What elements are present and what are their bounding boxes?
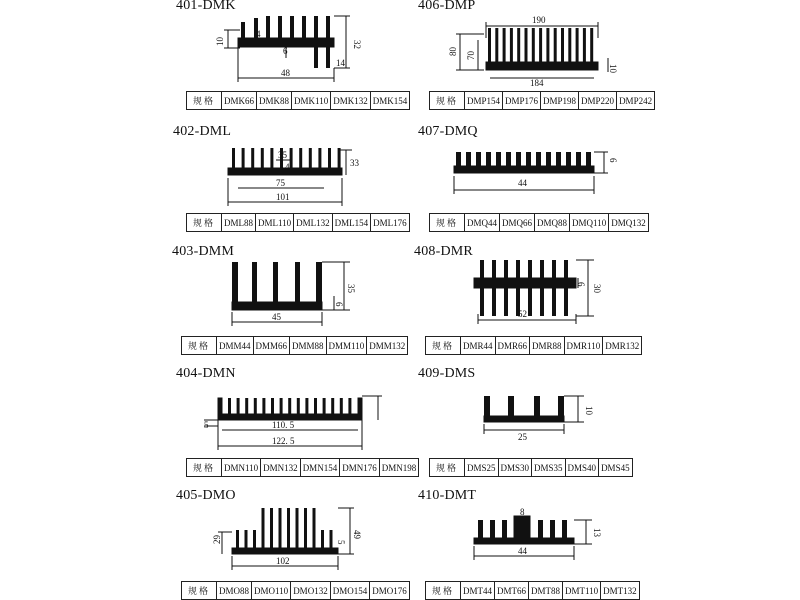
fin bbox=[554, 28, 557, 62]
dimension-label: 48 bbox=[281, 68, 290, 78]
dimension-label: 35 bbox=[346, 284, 356, 293]
model-cell: DMO154 bbox=[330, 582, 370, 600]
profile-title: 408-DMR bbox=[414, 244, 473, 259]
model-cell: DMK88 bbox=[257, 92, 292, 110]
profile-title: 401-DMK bbox=[176, 0, 236, 13]
fin bbox=[576, 152, 581, 166]
model-cell: DMT88 bbox=[529, 582, 563, 600]
fin bbox=[271, 398, 274, 414]
spec-header: 规格 bbox=[430, 459, 465, 477]
model-cell: DMP154 bbox=[465, 92, 503, 110]
fin bbox=[304, 508, 307, 548]
spec-table bbox=[429, 91, 655, 110]
dimension-label: 10 bbox=[584, 406, 594, 415]
dimension-label: 5 bbox=[204, 420, 209, 430]
fin bbox=[228, 398, 231, 414]
fin bbox=[466, 152, 471, 166]
fin bbox=[261, 148, 264, 168]
spec-header: 规格 bbox=[426, 337, 461, 355]
model-cell: DMO110 bbox=[252, 582, 291, 600]
model-cell: DMS40 bbox=[565, 459, 599, 477]
fin bbox=[270, 148, 273, 168]
spec-table bbox=[186, 213, 410, 232]
spec-table bbox=[181, 336, 408, 355]
dimension-label: 80 bbox=[448, 47, 458, 56]
model-cell: DMR88 bbox=[530, 337, 565, 355]
dimension-label: 6 bbox=[334, 302, 344, 307]
fin bbox=[480, 260, 484, 316]
dimension-label: 52 bbox=[518, 309, 527, 319]
model-cell: DMN176 bbox=[340, 459, 380, 477]
model-cell: DML154 bbox=[332, 214, 371, 232]
dimension-label: 101 bbox=[276, 192, 290, 202]
fin bbox=[328, 148, 331, 168]
fin bbox=[525, 28, 528, 62]
profile-title: 403-DMM bbox=[172, 244, 235, 259]
model-cell: DMR132 bbox=[603, 337, 642, 355]
model-cell: DML88 bbox=[222, 214, 256, 232]
spec-header: 规格 bbox=[187, 214, 222, 232]
fin bbox=[338, 148, 341, 168]
model-cell: DMT132 bbox=[601, 582, 640, 600]
spec-header: 规格 bbox=[182, 337, 217, 355]
profile-title: 409-DMS bbox=[418, 366, 476, 381]
dimension-label: 6 bbox=[283, 46, 288, 56]
fin bbox=[476, 152, 481, 166]
fin bbox=[590, 28, 593, 62]
dimension-label: 45 bbox=[272, 312, 281, 322]
model-cell: DMM44 bbox=[217, 337, 254, 355]
spec-header: 规格 bbox=[187, 92, 222, 110]
dimension-label: 6 bbox=[576, 282, 586, 287]
fin bbox=[526, 152, 531, 166]
fin bbox=[305, 398, 308, 414]
fin bbox=[236, 530, 239, 548]
dimension-label: 10 bbox=[608, 64, 618, 73]
model-cell: DMK154 bbox=[370, 92, 410, 110]
fin bbox=[495, 28, 498, 62]
profile-title: 407-DMQ bbox=[418, 124, 478, 139]
fin bbox=[546, 152, 551, 166]
model-cell: DMP176 bbox=[503, 92, 541, 110]
spec-table bbox=[425, 581, 640, 600]
dimension-label: 4 bbox=[285, 162, 290, 172]
profile-title: 405-DMO bbox=[176, 488, 236, 503]
model-cell: DMM66 bbox=[253, 337, 290, 355]
profile-title: 404-DMN bbox=[176, 366, 236, 381]
fin bbox=[309, 148, 312, 168]
fin bbox=[503, 28, 506, 62]
fin bbox=[242, 148, 245, 168]
model-cell: DMK110 bbox=[292, 92, 331, 110]
model-cell: DMP198 bbox=[541, 92, 579, 110]
spec-table bbox=[425, 336, 642, 355]
model-cell: DMQ110 bbox=[570, 214, 609, 232]
fin bbox=[232, 148, 235, 168]
spec-table bbox=[429, 458, 633, 477]
fin bbox=[254, 398, 257, 414]
dimension-label: 29 bbox=[212, 535, 222, 544]
fin bbox=[504, 260, 508, 316]
model-cell: DMM88 bbox=[290, 337, 327, 355]
fin bbox=[539, 28, 542, 62]
fin bbox=[566, 152, 571, 166]
model-cell: DMQ44 bbox=[465, 214, 500, 232]
fin bbox=[245, 530, 248, 548]
model-cell: DMO88 bbox=[217, 582, 252, 600]
fin bbox=[318, 148, 321, 168]
model-cell: DMT44 bbox=[461, 582, 495, 600]
spec-header: 规格 bbox=[430, 214, 465, 232]
model-cell: DMP220 bbox=[579, 92, 617, 110]
spec-table bbox=[429, 213, 649, 232]
fin bbox=[296, 508, 299, 548]
dimension-label: 30 bbox=[592, 284, 602, 293]
fin bbox=[516, 260, 520, 316]
fin bbox=[510, 28, 513, 62]
heatsink-profile-dms bbox=[484, 396, 584, 434]
fin bbox=[237, 398, 240, 414]
model-cell: DMS45 bbox=[599, 459, 633, 477]
model-cell: DMN110 bbox=[222, 459, 261, 477]
fin bbox=[586, 152, 591, 166]
heatsink-profile-dmt bbox=[474, 516, 592, 560]
model-cell: DMQ88 bbox=[535, 214, 570, 232]
model-cell: DMO176 bbox=[370, 582, 410, 600]
fin bbox=[297, 398, 300, 414]
dimension-label: 14 bbox=[336, 58, 345, 68]
fin bbox=[456, 152, 461, 166]
heatsink-profile-dmp bbox=[456, 22, 608, 78]
dimension-label: 70 bbox=[466, 51, 476, 60]
fin bbox=[540, 260, 544, 316]
fin bbox=[488, 28, 491, 62]
dimension-label: 102 bbox=[276, 556, 290, 566]
profile-title: 410-DMT bbox=[418, 488, 477, 503]
fin bbox=[564, 260, 568, 316]
dimension-label: 75 bbox=[276, 178, 285, 188]
fin bbox=[568, 28, 571, 62]
model-cell: DMR66 bbox=[495, 337, 530, 355]
model-cell: DMS25 bbox=[465, 459, 499, 477]
dimension-label: 25 bbox=[518, 432, 527, 442]
fin bbox=[287, 508, 290, 548]
dimension-label: 32 bbox=[352, 40, 362, 49]
spec-table bbox=[186, 91, 410, 110]
spec-table bbox=[181, 581, 410, 600]
profile-title: 406-DMP bbox=[418, 0, 476, 13]
fin bbox=[299, 148, 302, 168]
fin bbox=[262, 508, 265, 548]
fin bbox=[330, 530, 333, 548]
dimension-label: 49 bbox=[352, 530, 362, 539]
dimension-label: 33 bbox=[350, 158, 359, 168]
fin bbox=[245, 398, 248, 414]
fin bbox=[331, 398, 334, 414]
heatsink-profile-dmm bbox=[232, 262, 350, 326]
dimension-label: 8 bbox=[520, 507, 525, 517]
model-cell: DMQ132 bbox=[609, 214, 649, 232]
fin bbox=[486, 152, 491, 166]
model-cell: DMR110 bbox=[564, 337, 603, 355]
fin bbox=[517, 28, 520, 62]
model-cell: DML176 bbox=[371, 214, 410, 232]
dimension-label: 184 bbox=[530, 78, 544, 88]
dimension-label: 44 bbox=[518, 178, 527, 188]
model-cell: DMS30 bbox=[498, 459, 532, 477]
dimension-label: 5 bbox=[336, 540, 346, 545]
model-cell: DML132 bbox=[294, 214, 333, 232]
fin bbox=[546, 28, 549, 62]
fin bbox=[561, 28, 564, 62]
model-cell: DMP242 bbox=[617, 92, 655, 110]
dimension-label: 44 bbox=[518, 546, 527, 556]
model-cell: DMS35 bbox=[532, 459, 566, 477]
dimension-label: 13 bbox=[592, 528, 602, 537]
fin bbox=[552, 260, 556, 316]
fin bbox=[321, 530, 324, 548]
model-cell: DMK132 bbox=[331, 92, 371, 110]
dimension-label: 4 bbox=[256, 29, 261, 39]
model-cell: DMN132 bbox=[261, 459, 301, 477]
dimension-label: 110. 5 bbox=[272, 420, 295, 430]
fin bbox=[556, 152, 561, 166]
dimension-label: 35 bbox=[278, 150, 287, 160]
spec-header: 规格 bbox=[182, 582, 217, 600]
dimension-label: 10 bbox=[215, 37, 225, 46]
spec-header: 规格 bbox=[426, 582, 461, 600]
fin bbox=[516, 152, 521, 166]
model-cell: DMN154 bbox=[300, 459, 340, 477]
fin bbox=[496, 152, 501, 166]
spec-table bbox=[186, 458, 419, 477]
model-cell: DMT66 bbox=[495, 582, 529, 600]
fin bbox=[536, 152, 541, 166]
fin bbox=[506, 152, 511, 166]
model-cell: DML110 bbox=[256, 214, 294, 232]
dimension-label: 6 bbox=[608, 158, 618, 163]
model-cell: DMN198 bbox=[379, 459, 419, 477]
heatsink-profile-dmq bbox=[454, 152, 608, 194]
fin bbox=[532, 28, 535, 62]
model-cell: DMM132 bbox=[367, 337, 408, 355]
model-cell: DMT110 bbox=[563, 582, 601, 600]
fin bbox=[323, 398, 326, 414]
model-cell: DMQ66 bbox=[500, 214, 535, 232]
fin bbox=[290, 148, 293, 168]
model-cell: DMK66 bbox=[222, 92, 257, 110]
fin bbox=[314, 398, 317, 414]
model-cell: DMM110 bbox=[326, 337, 367, 355]
fin bbox=[492, 260, 496, 316]
fin bbox=[348, 398, 351, 414]
spec-header: 规格 bbox=[430, 92, 465, 110]
fin bbox=[262, 398, 265, 414]
fin bbox=[280, 398, 283, 414]
fin bbox=[251, 148, 254, 168]
fin bbox=[576, 28, 579, 62]
heatsink-profile-dmr bbox=[474, 260, 594, 324]
fin bbox=[583, 28, 586, 62]
profile-title: 402-DML bbox=[173, 124, 232, 139]
model-cell: DMR44 bbox=[461, 337, 496, 355]
heatsink-profile-dml bbox=[228, 148, 352, 206]
dimension-label: 122. 5 bbox=[272, 436, 295, 446]
fin bbox=[279, 508, 282, 548]
fin bbox=[253, 530, 256, 548]
fin bbox=[288, 398, 291, 414]
dimension-label: 190 bbox=[532, 15, 546, 25]
fin bbox=[340, 398, 343, 414]
fin bbox=[528, 260, 532, 316]
model-cell: DMO132 bbox=[291, 582, 331, 600]
spec-header: 规格 bbox=[187, 459, 222, 477]
fin bbox=[313, 508, 316, 548]
fin bbox=[270, 508, 273, 548]
